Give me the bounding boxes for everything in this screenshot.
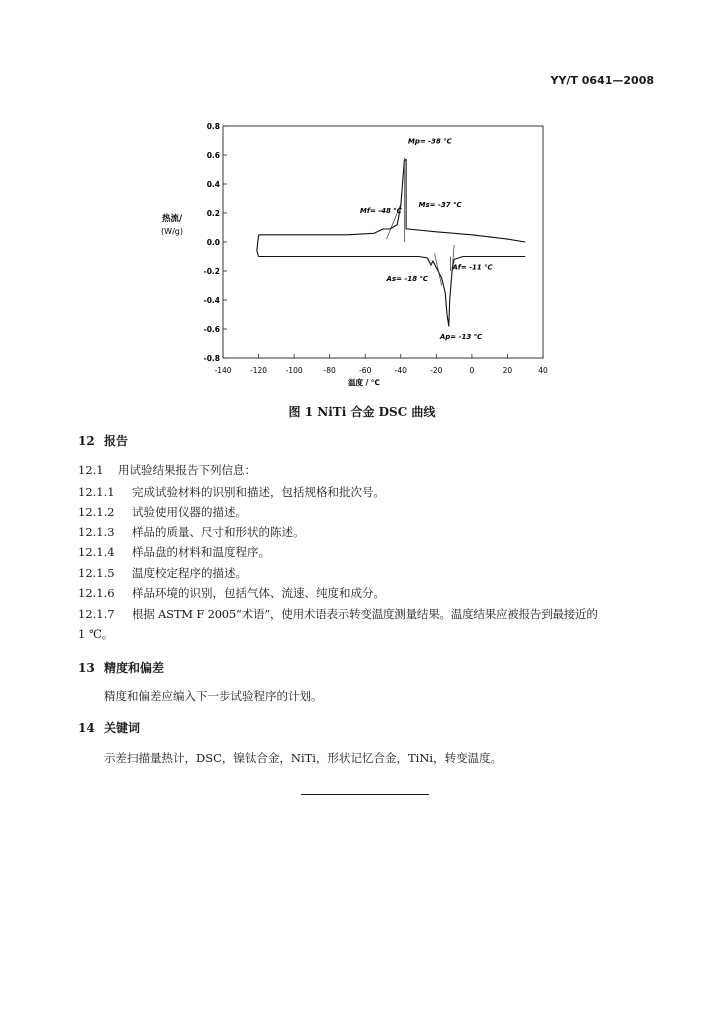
item-text: 样品环境的识别，包括气体、流速、纯度和成分。 bbox=[132, 586, 385, 600]
x-tick-label: 40 bbox=[538, 366, 548, 375]
section-number: 13 bbox=[78, 661, 95, 675]
annotation-as: As= -18 ℃ bbox=[386, 275, 429, 284]
item-number: 12.1.2 bbox=[78, 505, 115, 519]
figure-caption: 图 1 NiTi 合金 DSC 曲线 bbox=[288, 405, 436, 419]
section-title: 关键词 bbox=[104, 721, 141, 735]
item-12-1-7-continuation: 1 ℃。 bbox=[78, 627, 114, 641]
item-text: 样品盘的材料和温度程序。 bbox=[132, 545, 270, 559]
item-text: 根据 ASTM F 2005“术语”，使用术语表示转变温度测量结果。温度结果应被报告到最接近的 bbox=[132, 607, 598, 621]
x-tick-label: -120 bbox=[250, 366, 268, 375]
y-tick-label: -0.2 bbox=[203, 267, 220, 276]
item-number: 12.1.4 bbox=[78, 545, 115, 559]
section-number: 12 bbox=[78, 434, 95, 448]
item-text: 完成试验材料的识别和描述，包括规格和批次号。 bbox=[132, 485, 385, 499]
y-tick-label: -0.4 bbox=[203, 296, 220, 305]
section-14-heading bbox=[78, 719, 140, 736]
x-tick-label: 20 bbox=[502, 366, 513, 375]
x-tick-label: -100 bbox=[285, 366, 303, 375]
y-tick-label: 0.6 bbox=[206, 151, 220, 160]
item-12-1 bbox=[78, 463, 256, 477]
x-tick-label: -60 bbox=[359, 366, 372, 375]
x-tick-label: -40 bbox=[394, 366, 407, 375]
y-tick-label: -0.6 bbox=[203, 325, 220, 334]
annotation-mf: Mf= -48 ℃ bbox=[359, 207, 402, 215]
item-number: 12.1.3 bbox=[78, 525, 115, 539]
x-tick-label: -20 bbox=[430, 366, 443, 375]
precision-text: 精度和偏差应编入下一步试验程序的计划。 bbox=[104, 689, 323, 703]
section-12-heading bbox=[78, 432, 128, 449]
x-axis-label: 温度 / ℃ bbox=[347, 378, 381, 387]
y-tick-label: 0.0 bbox=[206, 238, 220, 247]
y-tick-label: 0.8 bbox=[206, 122, 220, 131]
item-text: 样品的质量、尺寸和形状的陈述。 bbox=[132, 525, 305, 539]
y-axis-label-line1: 热流/ bbox=[161, 214, 183, 224]
dsc-curve-cooling bbox=[259, 159, 526, 242]
x-tick-label: 0 bbox=[469, 366, 475, 375]
onset-construction-line bbox=[435, 254, 442, 286]
end-rule bbox=[301, 794, 429, 795]
y-tick-label: -0.8 bbox=[203, 354, 220, 363]
item-number: 12.1.5 bbox=[78, 566, 115, 580]
section-number: 14 bbox=[78, 721, 95, 735]
section-title: 精度和偏差 bbox=[104, 661, 165, 675]
annotation-mp: Mp= -38 ℃ bbox=[407, 137, 452, 146]
item-number: 12.1.6 bbox=[78, 586, 115, 600]
item-text: 试验使用仪器的描述。 bbox=[132, 505, 247, 519]
item-text: 温度校定程序的描述。 bbox=[132, 566, 247, 580]
item-12-1-1 bbox=[78, 485, 385, 499]
item-12-1-7 bbox=[78, 607, 598, 621]
x-tick-label: -140 bbox=[214, 366, 232, 375]
standard-code: YY/T 0641—2008 bbox=[550, 74, 654, 87]
annotation-ap: Ap= -13 ℃ bbox=[439, 333, 483, 342]
item-12-1-2 bbox=[78, 505, 247, 519]
annotation-ms: Ms= -37 ℃ bbox=[418, 201, 462, 210]
x-tick-label: -80 bbox=[323, 366, 336, 375]
item-number: 12.1 bbox=[78, 463, 104, 477]
y-axis-label-line2: (W/g) bbox=[161, 227, 183, 236]
item-12-1-6 bbox=[78, 586, 385, 600]
item-number: 12.1.7 bbox=[78, 607, 115, 621]
dsc-chart bbox=[160, 118, 560, 398]
item-12-1-4 bbox=[78, 545, 270, 559]
plot-frame bbox=[223, 126, 543, 358]
section-13-heading bbox=[78, 659, 164, 676]
item-12-1-3 bbox=[78, 525, 305, 539]
item-text: 用试验结果报告下列信息： bbox=[118, 463, 256, 477]
keywords-text: 示差扫描量热计，DSC，镍钛合金，NiTi，形状记忆合金，TiNi，转变温度。 bbox=[104, 751, 503, 765]
y-tick-label: 0.2 bbox=[206, 209, 220, 218]
section-title: 报告 bbox=[104, 434, 129, 448]
item-number: 12.1.1 bbox=[78, 485, 115, 499]
y-tick-label: 0.4 bbox=[206, 180, 220, 189]
item-12-1-5 bbox=[78, 566, 247, 580]
annotation-af: Af= -11 ℃ bbox=[452, 263, 493, 272]
